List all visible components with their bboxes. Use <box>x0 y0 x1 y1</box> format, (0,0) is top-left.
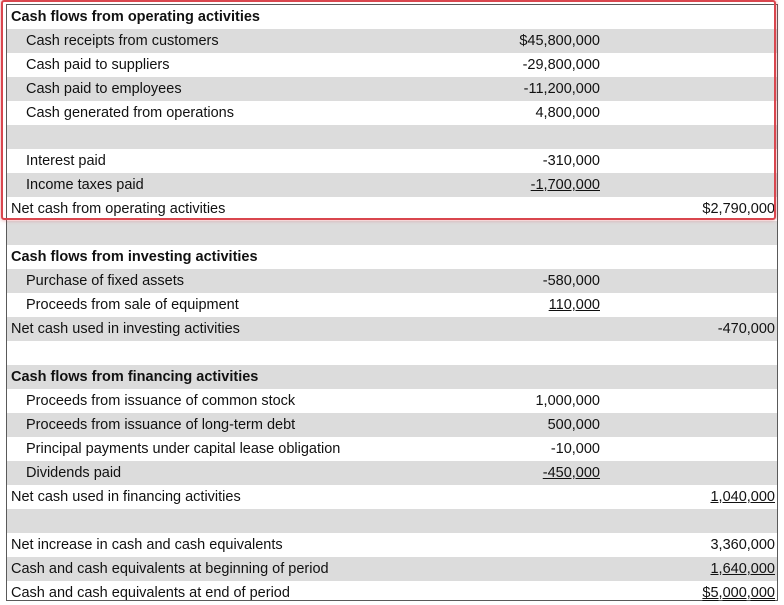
table-row <box>7 581 777 605</box>
investing-header-row <box>7 245 777 269</box>
dividends-label: Dividends paid <box>26 465 122 481</box>
table-row <box>7 77 777 101</box>
operating-net-total: $2,790,000 <box>702 201 775 217</box>
suppliers-label: Cash paid to suppliers <box>26 57 170 73</box>
equipment-amount: 110,000 <box>548 297 600 313</box>
table-row <box>7 197 777 221</box>
blank-row <box>7 509 777 533</box>
table-row <box>7 389 777 413</box>
operating-header-row <box>7 5 777 29</box>
table-row <box>7 317 777 341</box>
taxes-amount: -1,700,000 <box>530 177 600 193</box>
receipts-label: Cash receipts from customers <box>26 33 219 49</box>
lease-label: Principal payments under capital lease obligation <box>26 441 341 457</box>
table-row <box>7 485 777 509</box>
generated-label: Cash generated from operations <box>26 105 234 121</box>
operating-net-label: Net cash from operating activities <box>11 201 226 217</box>
interest-label: Interest paid <box>26 153 106 169</box>
blank-row <box>7 221 777 245</box>
increase-label: Net increase in cash and cash equivalents <box>11 537 283 553</box>
fixed-assets-amount: -580,000 <box>542 273 600 289</box>
table-row <box>7 437 777 461</box>
financing-net-label: Net cash used in financing activities <box>11 489 241 505</box>
begin-label: Cash and cash equivalents at beginning of period <box>11 561 329 577</box>
lease-amount: -10,000 <box>550 441 600 457</box>
employees-label: Cash paid to employees <box>26 81 182 97</box>
investing-net-label: Net cash used in investing activities <box>11 321 240 337</box>
table-row <box>7 29 777 53</box>
table-row <box>7 413 777 437</box>
equipment-label: Proceeds from sale of equipment <box>26 297 239 313</box>
table-row <box>7 557 777 581</box>
stock-label: Proceeds from issuance of common stock <box>26 393 296 409</box>
investing-net-total: -470,000 <box>717 321 775 337</box>
begin-total: 1,640,000 <box>710 561 775 577</box>
end-label: Cash and cash equivalents at end of period <box>11 585 290 601</box>
blank-row <box>7 341 777 365</box>
stock-amount: 1,000,000 <box>535 393 600 409</box>
blank-row <box>7 125 777 149</box>
table-row <box>7 269 777 293</box>
generated-amount: 4,800,000 <box>535 105 600 121</box>
employees-amount: -11,200,000 <box>523 81 600 97</box>
cash-flow-statement <box>6 4 778 601</box>
table-row <box>7 533 777 557</box>
fixed-assets-label: Purchase of fixed assets <box>26 273 184 289</box>
investing-header: Cash flows from investing activities <box>11 249 258 265</box>
suppliers-amount: -29,800,000 <box>522 57 600 73</box>
financing-net-total: 1,040,000 <box>710 489 775 505</box>
end-total: $5,000,000 <box>702 585 775 601</box>
taxes-label: Income taxes paid <box>26 177 144 193</box>
debt-amount: 500,000 <box>547 417 600 433</box>
operating-header: Cash flows from operating activities <box>11 9 260 25</box>
financing-header-row <box>7 365 777 389</box>
financing-header: Cash flows from financing activities <box>11 369 259 385</box>
receipts-amount: $45,800,000 <box>519 33 600 49</box>
table-row <box>7 53 777 77</box>
table-row <box>7 149 777 173</box>
dividends-amount: -450,000 <box>542 465 600 481</box>
interest-amount: -310,000 <box>542 153 600 169</box>
increase-total: 3,360,000 <box>710 537 775 553</box>
table-row <box>7 461 777 485</box>
debt-label: Proceeds from issuance of long-term debt <box>26 417 296 433</box>
table-row <box>7 101 777 125</box>
table-row <box>7 173 777 197</box>
table-row <box>7 293 777 317</box>
